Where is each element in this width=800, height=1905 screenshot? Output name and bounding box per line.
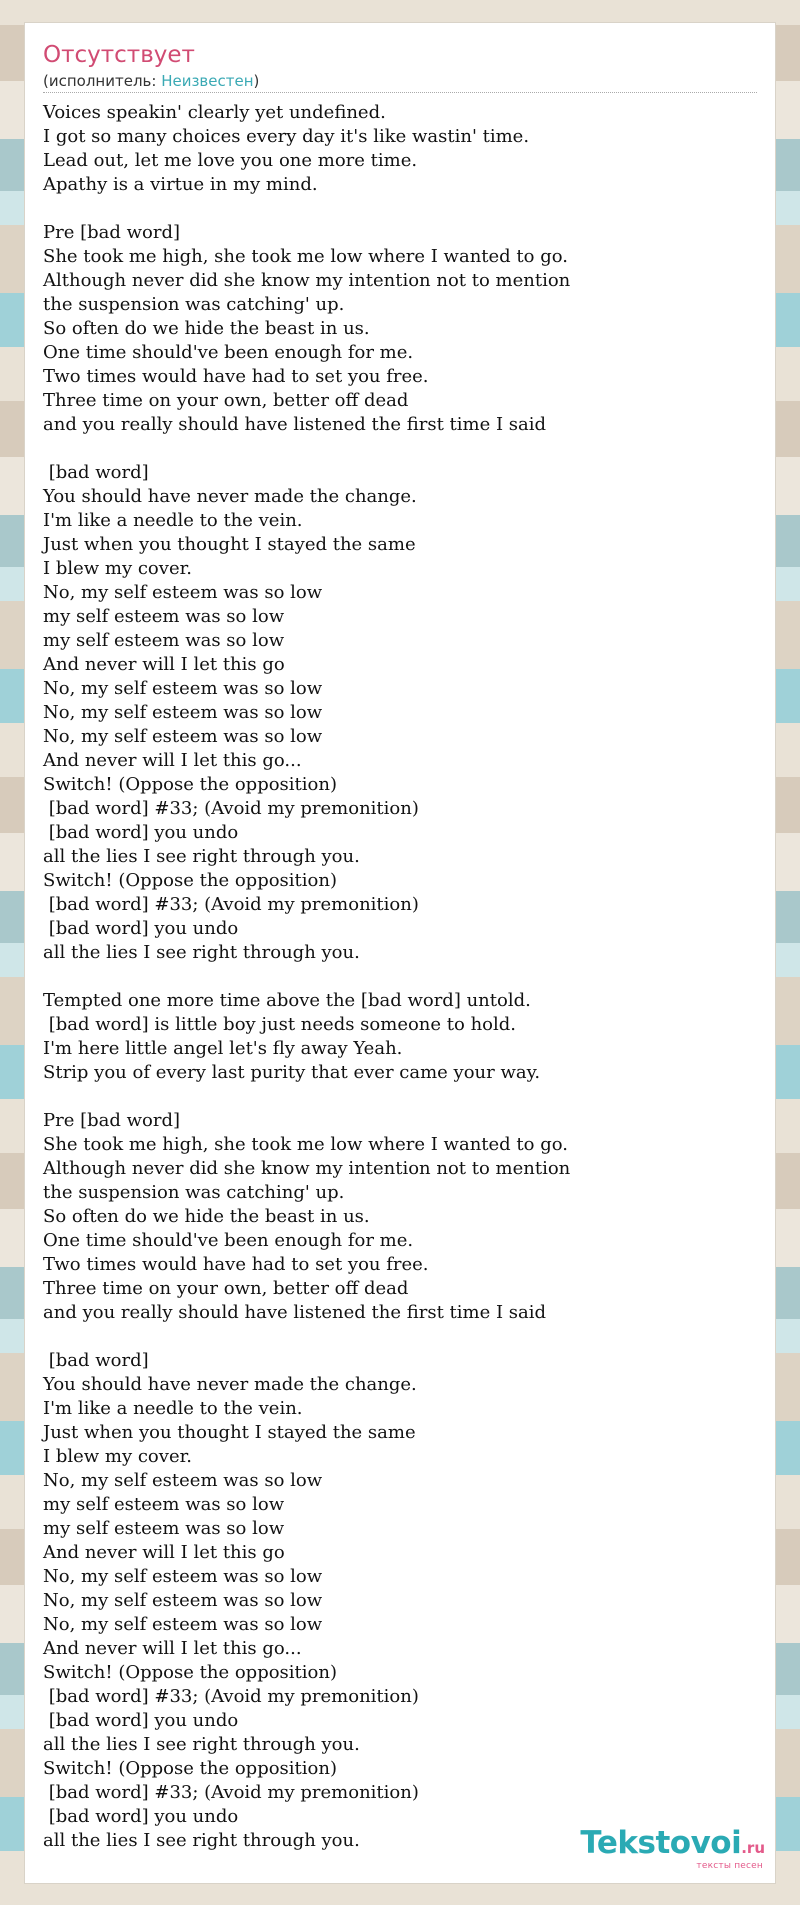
lyric-line: all the lies I see right through you. — [43, 1734, 360, 1755]
lyric-line: Three time on your own, better off dead — [43, 1278, 409, 1299]
site-logo[interactable] — [580, 1825, 765, 1871]
lyric-line: I blew my cover. — [43, 1446, 192, 1467]
lyric-line: No, my self esteem was so low — [43, 582, 323, 603]
lyric-line: Switch! (Oppose the opposition) — [43, 1662, 337, 1683]
logo-tld: .ru — [741, 1839, 765, 1857]
lyric-line: You should have never made the change. — [43, 486, 417, 507]
lyric-line: [bad word] #33; (Avoid my premonition) — [43, 1686, 419, 1707]
lyric-line: So often do we hide the beast in us. — [43, 318, 370, 339]
lyric-line: Two times would have had to set you free. — [43, 1254, 429, 1275]
lyric-line: And never will I let this go... — [43, 1638, 302, 1659]
lyric-line: No, my self esteem was so low — [43, 1566, 323, 1587]
lyric-line: Although never did she know my intention not to mention — [43, 270, 571, 291]
lyric-line: Switch! (Oppose the opposition) — [43, 1758, 337, 1779]
lyric-line: I'm like a needle to the vein. — [43, 1398, 303, 1419]
lyric-line: No, my self esteem was so low — [43, 678, 323, 699]
lyric-line: I'm like a needle to the vein. — [43, 510, 303, 531]
lyric-line: Tempted one more time above the [bad word] untold. — [43, 990, 531, 1011]
lyric-line: [bad word] you undo — [43, 918, 239, 939]
lyric-line: and you really should have listened the first time I said — [43, 1302, 547, 1323]
lyric-line: [bad word] is little boy just needs someone to hold. — [43, 1014, 517, 1035]
artist-suffix: ) — [253, 72, 260, 90]
lyric-line: all the lies I see right through you. — [43, 942, 360, 963]
lyric-line: the suspension was catching' up. — [43, 1182, 345, 1203]
title-divider — [43, 92, 757, 93]
lyric-line: One time should've been enough for me. — [43, 1230, 414, 1251]
lyric-line: Just when you thought I stayed the same — [43, 534, 416, 555]
lyric-line: So often do we hide the beast in us. — [43, 1206, 370, 1227]
lyric-line: You should have never made the change. — [43, 1374, 417, 1395]
artist-prefix: (исполнитель: — [43, 72, 162, 90]
lyric-line: all the lies I see right through you. — [43, 846, 360, 867]
lyric-line: Switch! (Oppose the opposition) — [43, 870, 337, 891]
artist-link[interactable]: Неизвестен — [161, 72, 254, 90]
lyric-line: One time should've been enough for me. — [43, 342, 414, 363]
lyric-line: Although never did she know my intention not to mention — [43, 1158, 571, 1179]
lyric-line: I blew my cover. — [43, 558, 192, 579]
lyric-line: I got so many choices every day it's like wastin' time. — [43, 126, 530, 147]
lyric-line: Lead out, let me love you one more time. — [43, 150, 418, 171]
lyric-line: Voices speakin' clearly yet undefined. — [43, 102, 386, 123]
lyric-line: Pre [bad word] — [43, 222, 181, 243]
lyric-line: [bad word] you undo — [43, 1806, 239, 1827]
logo-tagline: тексты песен — [696, 1861, 763, 1871]
lyric-line: my self esteem was so low — [43, 606, 285, 627]
lyric-line: [bad word] you undo — [43, 1710, 239, 1731]
lyric-line: my self esteem was so low — [43, 1518, 285, 1539]
lyric-line: [bad word] #33; (Avoid my premonition) — [43, 894, 419, 915]
stanza-break — [43, 1085, 753, 1109]
lyric-line: No, my self esteem was so low — [43, 1614, 323, 1635]
lyrics-card — [24, 22, 776, 1884]
lyric-line: Two times would have had to set you free. — [43, 366, 429, 387]
lyric-line: [bad word] #33; (Avoid my premonition) — [43, 798, 419, 819]
lyric-line: And never will I let this go — [43, 654, 285, 675]
lyric-line: No, my self esteem was so low — [43, 702, 323, 723]
lyric-line: Three time on your own, better off dead — [43, 390, 409, 411]
lyric-line: I'm here little angel let's fly away Yeah. — [43, 1038, 403, 1059]
lyric-line: Just when you thought I stayed the same — [43, 1422, 416, 1443]
lyric-line: my self esteem was so low — [43, 1494, 285, 1515]
lyric-line: [bad word] you undo — [43, 822, 239, 843]
lyric-line: Strip you of every last purity that ever came your way. — [43, 1062, 541, 1083]
song-title: Отсутствует — [43, 42, 195, 68]
lyric-line: She took me high, she took me low where I wanted to go. — [43, 1134, 568, 1155]
lyric-line: the suspension was catching' up. — [43, 294, 345, 315]
lyric-line: Apathy is a virtue in my mind. — [43, 174, 318, 195]
logo-name: Tekstovoi — [580, 1825, 742, 1861]
stanza-break — [43, 965, 753, 989]
lyric-line: my self esteem was so low — [43, 630, 285, 651]
lyrics-text — [43, 101, 753, 1853]
lyric-line: No, my self esteem was so low — [43, 1590, 323, 1611]
stanza-break — [43, 197, 753, 221]
lyric-line: No, my self esteem was so low — [43, 1470, 323, 1491]
lyric-line: And never will I let this go... — [43, 750, 302, 771]
lyric-line: all the lies I see right through you. — [43, 1830, 360, 1851]
lyric-line: Pre [bad word] — [43, 1110, 181, 1131]
stanza-break — [43, 437, 753, 461]
lyric-line: She took me high, she took me low where I wanted to go. — [43, 246, 568, 267]
lyric-line: And never will I let this go — [43, 1542, 285, 1563]
lyric-line: No, my self esteem was so low — [43, 726, 323, 747]
lyric-line: [bad word] #33; (Avoid my premonition) — [43, 1782, 419, 1803]
artist-line — [43, 72, 259, 90]
lyric-line: Switch! (Oppose the opposition) — [43, 774, 337, 795]
lyric-line: and you really should have listened the first time I said — [43, 414, 547, 435]
stanza-break — [43, 1325, 753, 1349]
lyric-line: [bad word] — [43, 462, 149, 483]
lyric-line: [bad word] — [43, 1350, 149, 1371]
